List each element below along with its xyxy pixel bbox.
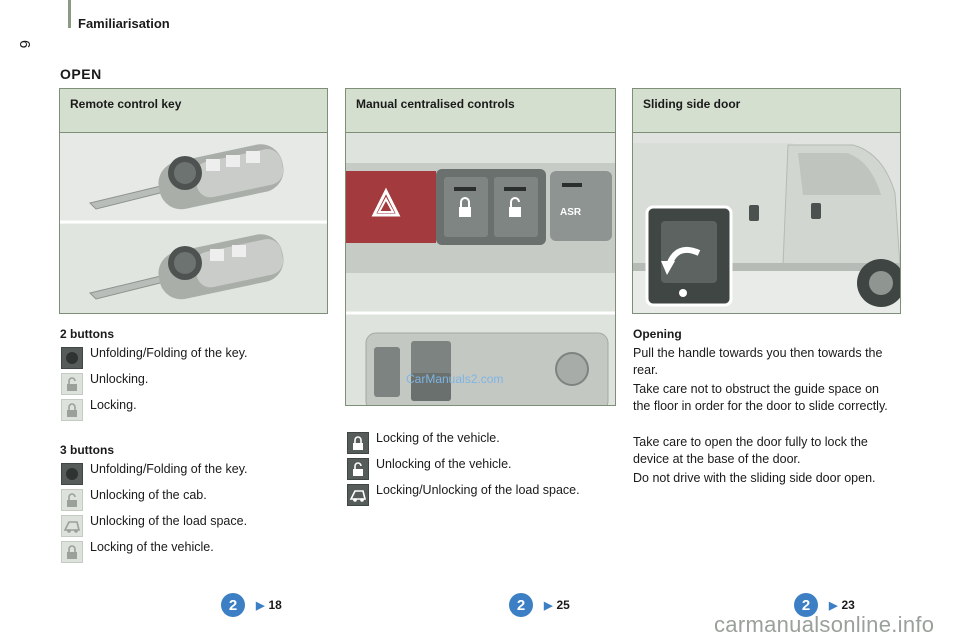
unlock-icon (61, 489, 83, 511)
sliding-paragraph: Take care to open the door fully to lock the device at the base of the door. (633, 435, 868, 466)
page-number: 6 (16, 40, 33, 49)
page-link-number: 25 (556, 598, 570, 612)
remote-key-panel (59, 88, 328, 314)
section-title: Familiarisation (78, 16, 170, 31)
three-item-unlock-cab: Unlocking of the cab. (90, 488, 207, 502)
asr-label: ASR (560, 207, 582, 218)
page-link[interactable] (829, 598, 855, 612)
two-item-unlock: Unlocking. (90, 372, 149, 386)
chapter-badge[interactable]: 2 (221, 593, 245, 617)
manual-item-unlock: Unlocking of the vehicle. (376, 457, 512, 471)
manual-item-load-space: Locking/Unlocking of the load space. (376, 483, 580, 497)
lock-icon (347, 432, 369, 454)
three-item-fold: Unfolding/Folding of the key. (90, 462, 248, 476)
three-item-load-space: Unlocking of the load space. (90, 514, 248, 528)
key-fold-icon (61, 463, 83, 485)
sliding-paragraph: Take care not to obstruct the guide space on the floor in order for the door to slide correctly. (633, 382, 888, 413)
lock-icon (61, 399, 83, 421)
manual-controls-panel-title: Manual centralised controls (346, 89, 615, 133)
unlock-icon (347, 458, 369, 480)
remote-key-illustration (60, 133, 327, 313)
page-title: OPEN (60, 66, 102, 82)
sliding-door-panel (632, 88, 901, 314)
load-space-icon (61, 515, 83, 537)
sliding-door-panel-title: Sliding side door (633, 89, 900, 133)
arrow-right-icon: ▶ (829, 600, 838, 612)
three-item-lock: Locking of the vehicle. (90, 540, 214, 554)
remote-key-image (60, 133, 327, 313)
chapter-badge[interactable]: 2 (794, 593, 818, 617)
two-buttons-heading: 2 buttons (60, 327, 114, 341)
header-rule (68, 0, 71, 28)
lock-icon (61, 541, 83, 563)
chapter-badge[interactable]: 2 (509, 593, 533, 617)
page-link-number: 23 (841, 598, 855, 612)
sliding-door-image (633, 133, 900, 313)
manual-controls-panel (345, 88, 616, 406)
manual-controls-image (346, 133, 615, 405)
page-link[interactable] (544, 598, 570, 612)
sliding-paragraph: Do not drive with the sliding side door open. (633, 471, 876, 485)
sliding-paragraph: Pull the handle towards you then towards the rear. (633, 346, 883, 377)
arrow-right-icon: ▶ (256, 600, 265, 612)
site-watermark: carmanualsonline.info (714, 612, 935, 637)
unlock-icon (61, 373, 83, 395)
opening-heading: Opening (633, 327, 682, 341)
arrow-right-icon: ▶ (544, 600, 553, 612)
manual-item-lock: Locking of the vehicle. (376, 431, 500, 445)
three-buttons-heading: 3 buttons (60, 443, 114, 457)
remote-key-panel-title: Remote control key (60, 89, 327, 133)
page-link[interactable] (256, 598, 282, 612)
sliding-door-illustration (633, 133, 900, 313)
two-item-lock: Locking. (90, 398, 137, 412)
key-fold-icon (61, 347, 83, 369)
watermark-text: CarManuals2.com (406, 372, 504, 386)
manual-controls-illustration (346, 133, 615, 405)
two-item-fold: Unfolding/Folding of the key. (90, 346, 248, 360)
page-link-number: 18 (268, 598, 282, 612)
load-space-icon (347, 484, 369, 506)
